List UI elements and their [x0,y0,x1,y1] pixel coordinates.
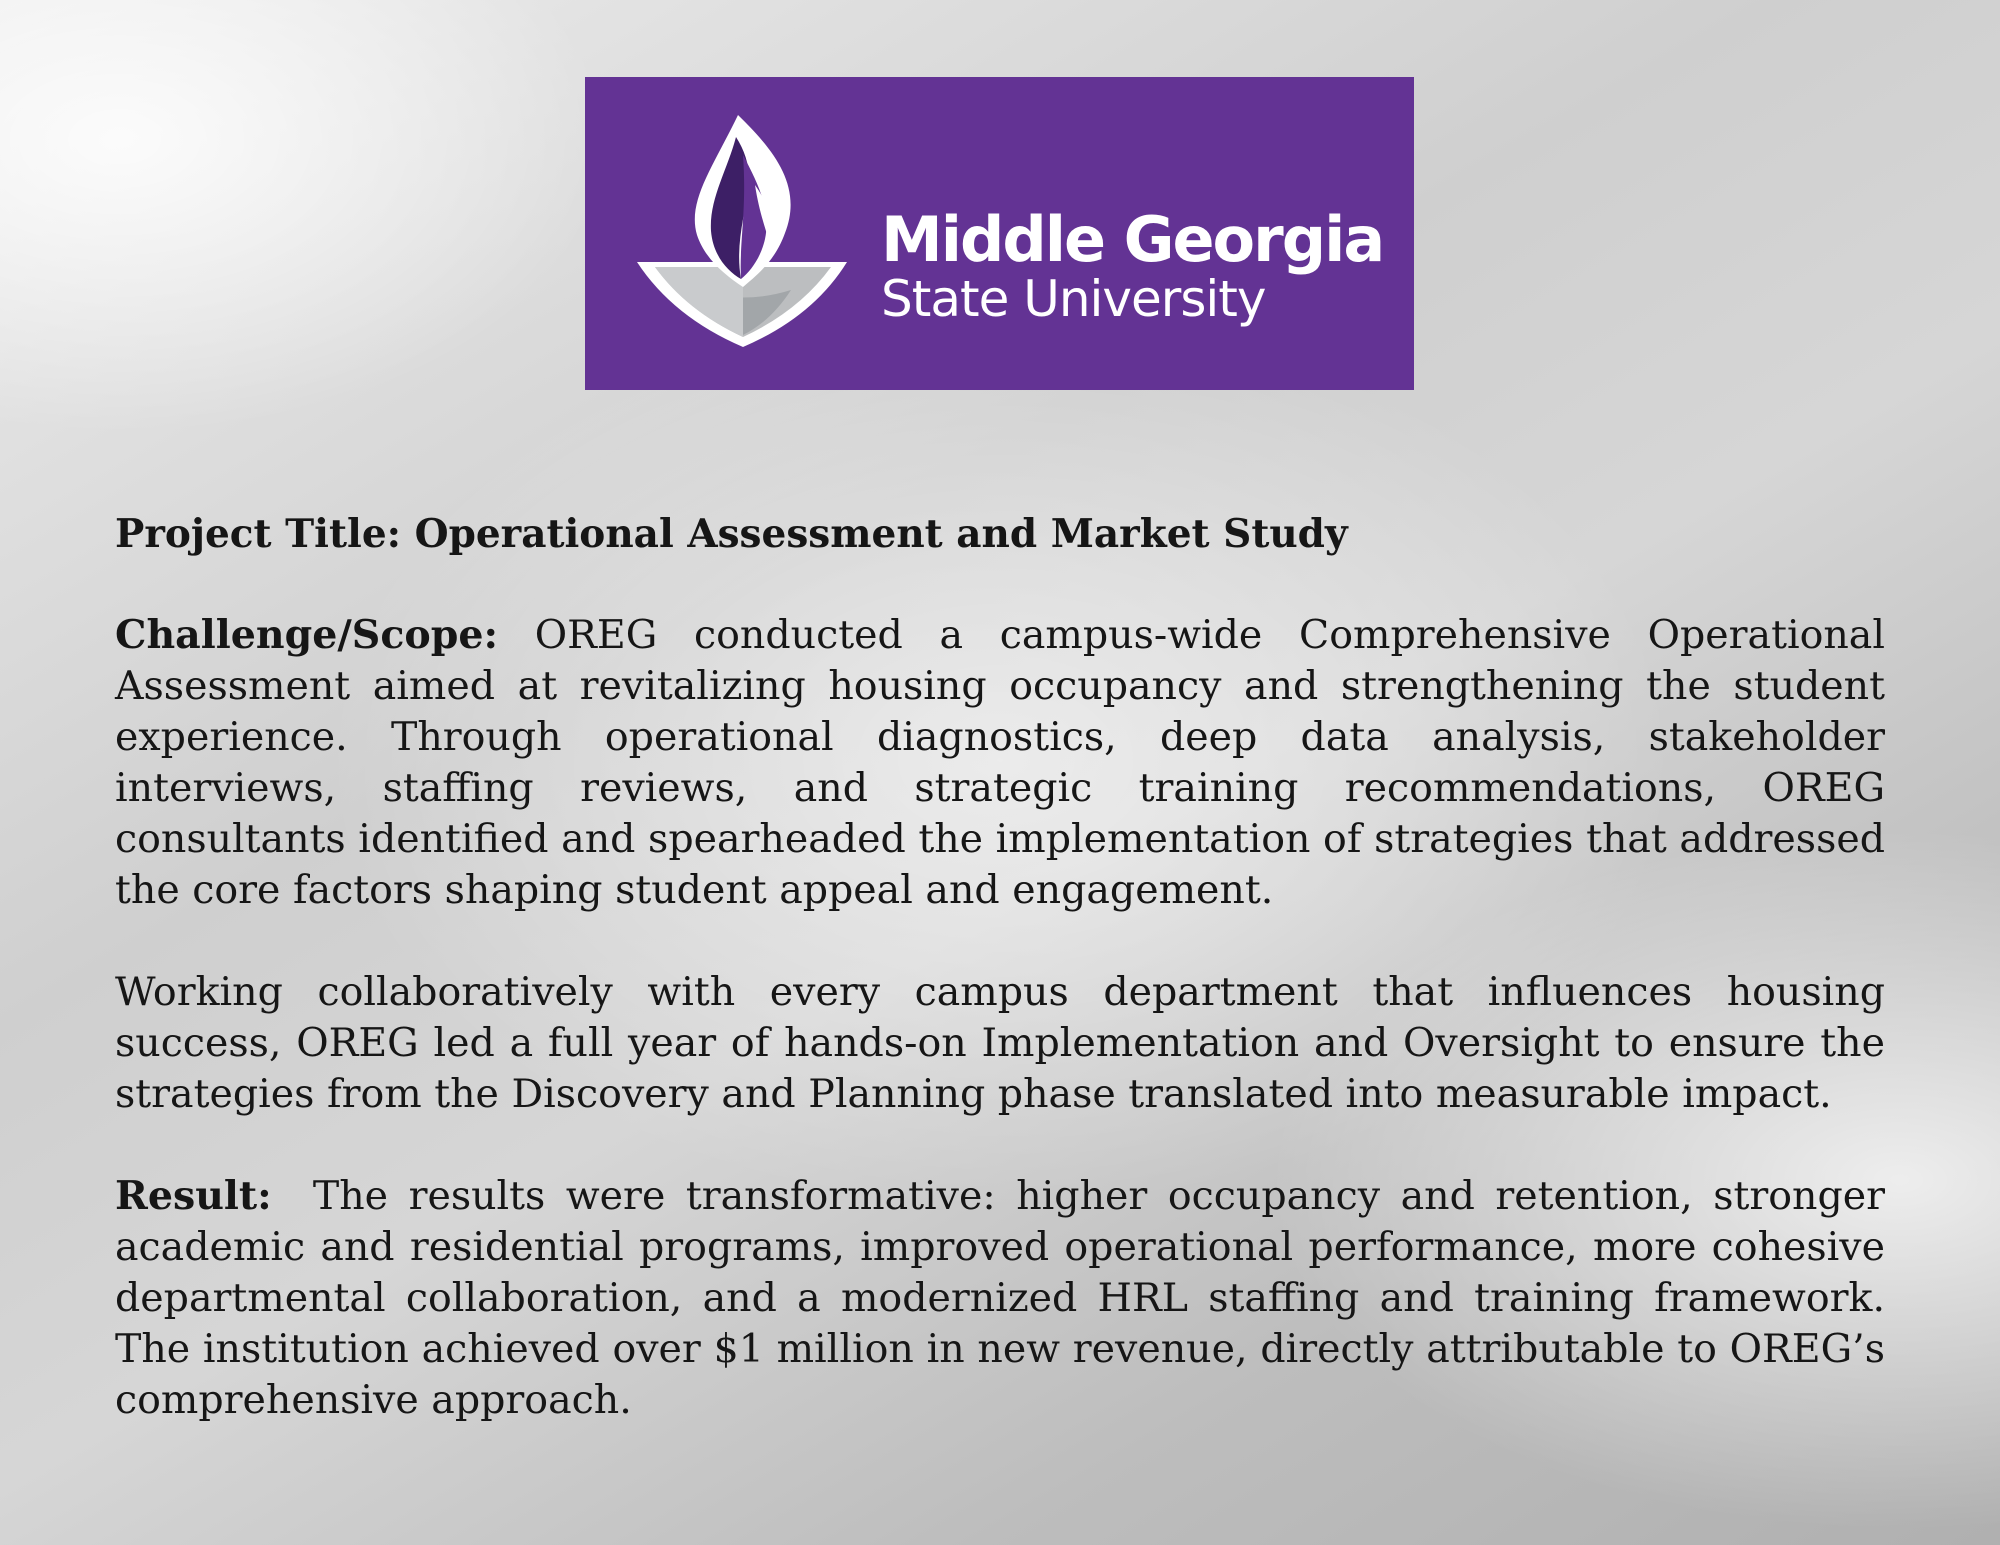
result-text: The results were transformative: higher occupancy and retention, stronger academic and residential programs, improved operational performance, more cohesive departmental collaboration, and a modernized HRL staffing and training framework. The institution achieved over $1 million in new revenue, directly attributable to OREG’s comprehensive approach. [115,1173,1885,1423]
challenge-text: OREG conducted a campus-wide Comprehensive Operational Assessment aimed at revitalizing housing occupancy and strengthening the student experience. Through operational diagnostics, deep data analysis, stakeholder interviews, staffing reviews, and strategic training recommendations, OREG consultants identified and spearheaded the implementation of strategies that addressed the core factors shaping student appeal and engagement. [115,612,1885,913]
logo-line-2: State University [881,270,1266,328]
case-study-body [115,508,1885,1477]
flame-chalice-icon [635,115,855,355]
university-logo [585,77,1414,390]
logo-wordmark [881,203,1384,328]
logo-line-1: Middle Georgia [881,203,1384,276]
challenge-label: Challenge/Scope: [115,612,499,658]
challenge-paragraph [115,610,1885,916]
project-title: Project Title: Operational Assessment and Market Study [115,511,1348,557]
result-paragraph [115,1171,1885,1426]
collaboration-text: Working collaboratively with every campus department that influences housing success, OREG led a full year of hands-on Implementation and Oversight to ensure the strategies from the Discovery and Planning phase translated into measurable impact. [115,969,1885,1117]
collaboration-paragraph [115,967,1885,1120]
result-label: Result: [115,1173,272,1219]
